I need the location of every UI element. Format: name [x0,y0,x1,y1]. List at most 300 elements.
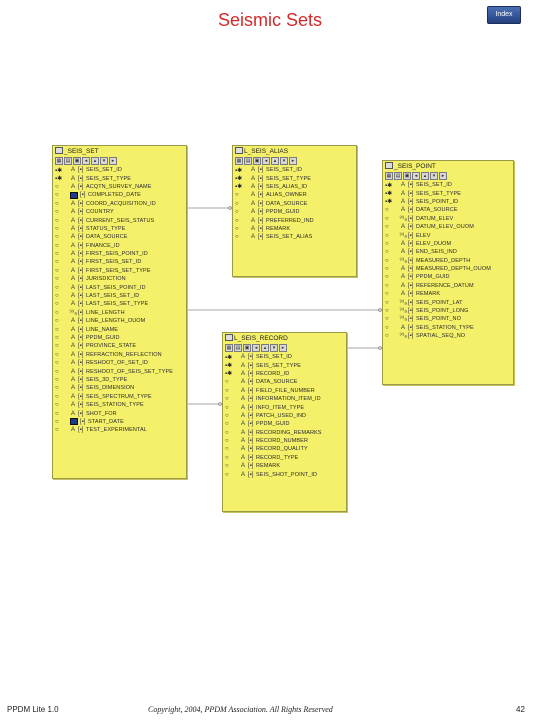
column-row[interactable] [385,307,511,315]
text-type-icon: A [70,284,75,291]
column-row[interactable] [55,267,184,275]
toolbar-button[interactable]: ▾ [280,157,288,165]
nullable-icon: [▪] [408,257,414,264]
nullable-icon: [▪] [258,200,264,207]
column-list [55,166,184,435]
column-row[interactable] [225,437,344,445]
column-row[interactable] [235,200,354,208]
column-name: JURISDICTION [86,276,126,283]
nullable-icon: [▪] [408,198,414,205]
column-name: SEIS_POINT_LAT [416,299,463,306]
nullable-icon: [▪] [78,343,84,350]
column-name: STATUS_TYPE [86,225,126,232]
column-name: SEIS_SET_TYPE [256,362,302,369]
nullable-icon: [▪] [408,333,414,340]
optional-icon: ○ [55,276,59,283]
optional-icon: ○ [385,207,389,214]
nullable-icon: [▪] [80,418,86,425]
entity-toolbar [385,172,447,179]
optional-icon: ○ [385,257,389,264]
text-type-icon: A [240,354,245,361]
optional-icon: ○ [55,351,59,358]
optional-icon: ○ [235,217,239,224]
column-name: RECORD_ID [256,370,290,377]
column-row[interactable] [225,412,344,420]
toolbar-button[interactable]: ▴ [91,157,99,165]
column-name: PPDM_GUID [256,421,290,428]
column-row[interactable] [225,378,344,386]
nullable-icon: [▪] [78,167,84,174]
toolbar-button[interactable]: ▴ [421,172,429,180]
toolbar-button[interactable]: ▤ [395,173,401,179]
toolbar-button[interactable]: ▤ [245,158,251,164]
optional-icon: ○ [55,284,59,291]
column-name: PPDM_GUID [266,209,300,216]
column-name: SEIS_SET_ID [266,167,302,174]
optional-icon: ○ [225,412,229,419]
page-title: Seismic Sets [217,10,323,30]
column-row[interactable] [225,445,344,453]
column-row[interactable] [385,290,511,298]
column-row[interactable] [235,166,354,174]
optional-icon: ○ [55,385,59,392]
column-row[interactable] [225,353,344,361]
entity-toolbar [225,344,287,351]
text-type-icon: A [70,209,75,216]
nullable-icon: [▪] [78,225,84,232]
text-type-icon: A [400,207,405,214]
column-row[interactable] [235,233,354,241]
column-name: RECORD_NUMBER [256,438,309,445]
column-name: SEIS_SHOT_POINT_ID [256,471,318,478]
nullable-icon: [▪] [78,318,84,325]
optional-icon: ○ [55,301,59,308]
column-name: FIRST_SEIS_SET_TYPE [86,267,151,274]
column-row[interactable] [385,181,511,189]
numeric-type-icon: ⁹⁹ₐ [399,232,407,239]
text-type-icon: A [70,326,75,333]
text-type-icon: A [240,438,245,445]
nullable-icon: [▪] [78,234,84,241]
nullable-icon: [▪] [248,429,254,436]
entity-title: L_SEIS_RECORD [225,334,288,342]
column-name: PREFERRED_IND [266,217,314,224]
column-name: SEIS_SET_TYPE [416,190,462,197]
optional-icon: ○ [55,209,59,216]
optional-icon: ○ [225,454,229,461]
optional-icon: ○ [225,396,229,403]
optional-icon: ○ [55,376,59,383]
column-row[interactable] [385,240,511,248]
footer-product: PPDM Lite 1.0 [7,705,59,714]
column-row[interactable] [225,370,344,378]
column-row[interactable] [55,317,184,325]
nullable-icon: [▪] [248,396,254,403]
column-row[interactable] [235,208,354,216]
column-row[interactable] [55,258,184,266]
optional-icon: ○ [385,274,389,281]
column-row[interactable] [385,282,511,290]
column-name: RESHOOT_OF_SET_ID [86,360,148,367]
optional-icon: ○ [235,225,239,232]
text-type-icon: A [250,209,255,216]
column-name: ELEV_OUOM [416,240,452,247]
column-name: DATUM_ELEV_OUOM [416,224,474,231]
column-row[interactable] [225,454,344,462]
column-row[interactable] [385,189,511,197]
column-row[interactable] [55,174,184,182]
column-name: REMARK [256,463,281,470]
optional-icon: ○ [55,368,59,375]
column-list [225,353,344,479]
toolbar-button[interactable]: ▦ [386,173,392,179]
primary-key-icon: ▪✱ [385,182,393,189]
column-name: SEIS_SET_ALIAS [266,234,313,241]
numeric-type-icon: ⁹⁹ₐ [69,309,77,316]
toolbar-button[interactable]: ▤ [65,158,71,164]
column-name: COUNTRY [86,209,114,216]
text-type-icon: A [400,224,405,231]
column-row[interactable] [55,283,184,291]
text-type-icon: A [70,276,75,283]
column-row[interactable] [385,315,511,323]
page-number: 42 [516,705,525,714]
toolbar-button[interactable]: ◂ [262,157,270,165]
column-row[interactable] [225,462,344,470]
column-name: REMARK [266,225,291,232]
optional-icon: ○ [55,225,59,232]
optional-icon: ○ [55,200,59,207]
column-row[interactable] [55,409,184,417]
column-name: RECORD_TYPE [256,454,299,461]
column-row[interactable] [55,401,184,409]
nullable-icon: [▪] [408,308,414,315]
toolbar-button[interactable]: ◂ [252,344,260,352]
column-row[interactable] [385,273,511,281]
column-name: SEIS_POINT_NO [416,316,462,323]
toolbar-button[interactable]: ▦ [236,158,242,164]
column-row[interactable] [225,470,344,478]
optional-icon: ○ [225,471,229,478]
column-name: LAST_SEIS_SET_TYPE [86,301,149,308]
toolbar-button[interactable]: ◂ [82,157,90,165]
column-row[interactable] [385,265,511,273]
column-row[interactable] [235,183,354,191]
text-type-icon: A [400,282,405,289]
optional-icon: ○ [385,266,389,273]
column-row[interactable] [225,429,344,437]
column-row[interactable] [55,225,184,233]
optional-icon: ○ [55,427,59,434]
column-name: ELEV [416,232,431,239]
toolbar-button[interactable]: ▾ [270,344,278,352]
entity-seis-point[interactable] [382,160,514,385]
column-name: TEST_EXPERIMENTAL [86,427,147,434]
text-type-icon: A [70,183,75,190]
column-row[interactable] [55,418,184,426]
index-button[interactable]: Index [487,6,521,24]
optional-icon: ○ [55,234,59,241]
column-name: SEIS_POINT_ID [416,198,459,205]
column-name: REFRACTION_REFLECTION [86,351,162,358]
column-name: START_DATE [88,418,124,425]
toolbar-button[interactable]: ▣ [244,345,250,351]
optional-icon: ○ [385,232,389,239]
text-type-icon: A [240,454,245,461]
column-name: DATA_SOURCE [256,379,298,386]
column-row[interactable] [225,420,344,428]
optional-icon: ○ [235,192,239,199]
text-type-icon: A [70,393,75,400]
toolbar-button[interactable]: ▴ [261,344,269,352]
optional-icon: ○ [385,240,389,247]
optional-icon: ○ [225,404,229,411]
text-type-icon: A [70,200,75,207]
column-row[interactable] [385,231,511,239]
column-row[interactable] [385,324,511,332]
entity-seis-set[interactable] [52,145,187,479]
column-name: SEIS_ALIAS_ID [266,183,308,190]
text-type-icon: A [70,402,75,409]
nullable-icon: [▪] [248,412,254,419]
optional-icon: ○ [55,242,59,249]
column-row[interactable] [235,216,354,224]
entity-seis-alias[interactable] [232,145,357,277]
column-row[interactable] [55,384,184,392]
optional-icon: ○ [225,387,229,394]
nullable-icon: [▪] [78,326,84,333]
column-row[interactable] [55,309,184,317]
column-name: LINE_LENGTH_OUOM [86,318,146,325]
column-row[interactable] [225,361,344,369]
nullable-icon: [▪] [248,421,254,428]
column-name: PATCH_USED_IND [256,412,307,419]
column-row[interactable] [55,393,184,401]
optional-icon: ○ [385,299,389,306]
toolbar-button[interactable]: ▣ [254,158,260,164]
text-type-icon: A [70,351,75,358]
nullable-icon: [▪] [78,402,84,409]
toolbar-button[interactable]: ◂ [412,172,420,180]
column-row[interactable] [55,292,184,300]
numeric-type-icon: ⁹⁹ₐ [399,257,407,264]
toolbar-button[interactable]: ▾ [100,157,108,165]
column-name: SEIS_SET_ID [256,354,292,361]
optional-icon: ○ [55,360,59,367]
column-row[interactable] [385,257,511,265]
optional-icon: ○ [225,438,229,445]
table-icon [55,147,63,154]
toolbar-button[interactable]: ▸ [109,157,117,165]
column-row[interactable] [385,198,511,206]
text-type-icon: A [400,182,405,189]
toolbar-button[interactable]: ▤ [235,345,241,351]
nullable-icon: [▪] [78,293,84,300]
text-type-icon: A [250,175,255,182]
column-row[interactable] [55,233,184,241]
column-name: FINANCE_ID [86,242,120,249]
column-row[interactable] [55,359,184,367]
column-row[interactable] [55,242,184,250]
text-type-icon: A [70,385,75,392]
column-name: SEIS_SET_TYPE [86,175,132,182]
column-row[interactable] [385,215,511,223]
text-type-icon: A [70,293,75,300]
text-type-icon: A [240,412,245,419]
optional-icon: ○ [385,224,389,231]
entity-title: _SEIS_SET [55,147,99,155]
nullable-icon: [▪] [408,232,414,239]
nullable-icon: [▪] [78,175,84,182]
column-row[interactable] [55,191,184,199]
optional-icon: ○ [55,335,59,341]
column-name: COMPLETED_DATE [88,192,141,199]
column-name: SEIS_POINT_LONG [416,308,469,315]
column-name: LAST_SEIS_POINT_ID [86,284,146,291]
optional-icon: ○ [55,192,59,199]
entity-seis-record[interactable] [222,332,347,512]
nullable-icon: [▪] [258,167,264,174]
text-type-icon: A [70,242,75,249]
column-row[interactable] [55,334,184,342]
primary-key-icon: ▪✱ [385,199,393,206]
nullable-icon: [▪] [248,362,254,369]
nullable-icon: [▪] [408,274,414,281]
nullable-icon: [▪] [248,370,254,377]
toolbar-button[interactable]: ▸ [439,172,447,180]
optional-icon: ○ [385,291,389,298]
column-name: END_SEIS_IND [416,249,457,256]
nullable-icon: [▪] [78,335,84,341]
column-row[interactable] [55,250,184,258]
column-name: REMARK [416,291,441,298]
column-row[interactable] [55,183,184,191]
text-type-icon: A [70,175,75,182]
optional-icon: ○ [225,463,229,470]
table-icon [385,162,393,169]
nullable-icon: [▪] [78,209,84,216]
column-row[interactable] [55,300,184,308]
text-type-icon: A [400,190,405,197]
text-type-icon: A [240,370,245,377]
column-row[interactable] [385,298,511,306]
toolbar-button[interactable]: ▦ [226,345,232,351]
nullable-icon: [▪] [258,217,264,224]
column-row[interactable] [55,367,184,375]
primary-key-icon: ▪✱ [225,371,233,378]
column-name: DATUM_ELEV [416,215,454,222]
toolbar-button[interactable]: ▦ [56,158,62,164]
numeric-type-icon: ⁹⁹ₐ [399,299,407,306]
text-type-icon: A [70,259,75,266]
nullable-icon: [▪] [78,309,84,316]
nullable-icon: [▪] [248,404,254,411]
toolbar-button[interactable]: ▾ [430,172,438,180]
column-row[interactable] [235,191,354,199]
optional-icon: ○ [225,421,229,428]
text-type-icon: A [250,234,255,241]
column-row[interactable] [55,325,184,333]
text-type-icon: A [70,335,75,341]
primary-key-icon: ▪✱ [235,167,243,174]
optional-icon: ○ [55,326,59,333]
table-icon [235,147,243,154]
nullable-icon: [▪] [78,301,84,308]
column-row[interactable] [55,351,184,359]
text-type-icon: A [250,192,255,199]
optional-icon: ○ [55,318,59,325]
nullable-icon: [▪] [248,471,254,478]
column-name: DATA_SOURCE [86,234,128,241]
column-row[interactable] [225,387,344,395]
nullable-icon: [▪] [248,463,254,470]
column-row[interactable] [225,403,344,411]
column-name: RECORD_QUALITY [256,446,308,453]
text-type-icon: A [250,217,255,224]
numeric-type-icon: ⁹⁹ₐ [399,308,407,315]
text-type-icon: A [400,291,405,298]
column-row[interactable] [55,208,184,216]
text-type-icon: A [240,396,245,403]
text-type-icon: A [70,301,75,308]
text-type-icon: A [70,251,75,258]
optional-icon: ○ [55,217,59,224]
column-row[interactable] [385,206,511,214]
text-type-icon: A [400,198,405,205]
column-row[interactable] [235,225,354,233]
nullable-icon: [▪] [248,438,254,445]
toolbar-button[interactable]: ▸ [289,157,297,165]
date-type-icon [70,418,78,425]
column-name: FIRST_SEIS_POINT_ID [86,251,148,258]
column-row[interactable] [55,426,184,434]
nullable-icon: [▪] [78,267,84,274]
column-row[interactable] [55,376,184,384]
nullable-icon: [▪] [408,240,414,247]
toolbar-button[interactable]: ▣ [74,158,80,164]
optional-icon: ○ [55,410,59,417]
text-type-icon: A [70,410,75,417]
nullable-icon: [▪] [408,224,414,231]
nullable-icon: [▪] [258,183,264,190]
column-name: RESHOOT_OF_SEIS_SET_TYPE [86,368,174,375]
column-row[interactable] [385,332,511,340]
column-row[interactable] [55,216,184,224]
optional-icon: ○ [235,209,239,216]
column-row[interactable] [55,166,184,174]
column-row[interactable] [235,174,354,182]
column-name: INFORMATION_ITEM_ID [256,396,321,403]
nullable-icon: [▪] [408,324,414,331]
text-type-icon: A [240,421,245,428]
text-type-icon: A [70,225,75,232]
text-type-icon: A [240,379,245,386]
nullable-icon: [▪] [248,379,254,386]
column-row[interactable] [55,275,184,283]
optional-icon: ○ [55,259,59,266]
toolbar-button[interactable]: ▸ [279,344,287,352]
column-row[interactable] [385,248,511,256]
toolbar-button[interactable]: ▣ [404,173,410,179]
column-name: SHOT_FOR [86,410,117,417]
column-row[interactable] [55,200,184,208]
column-row[interactable] [385,223,511,231]
text-type-icon: A [250,200,255,207]
column-row[interactable] [225,395,344,403]
nullable-icon: [▪] [258,225,264,232]
column-row[interactable] [55,342,184,350]
toolbar-button[interactable]: ▴ [271,157,279,165]
